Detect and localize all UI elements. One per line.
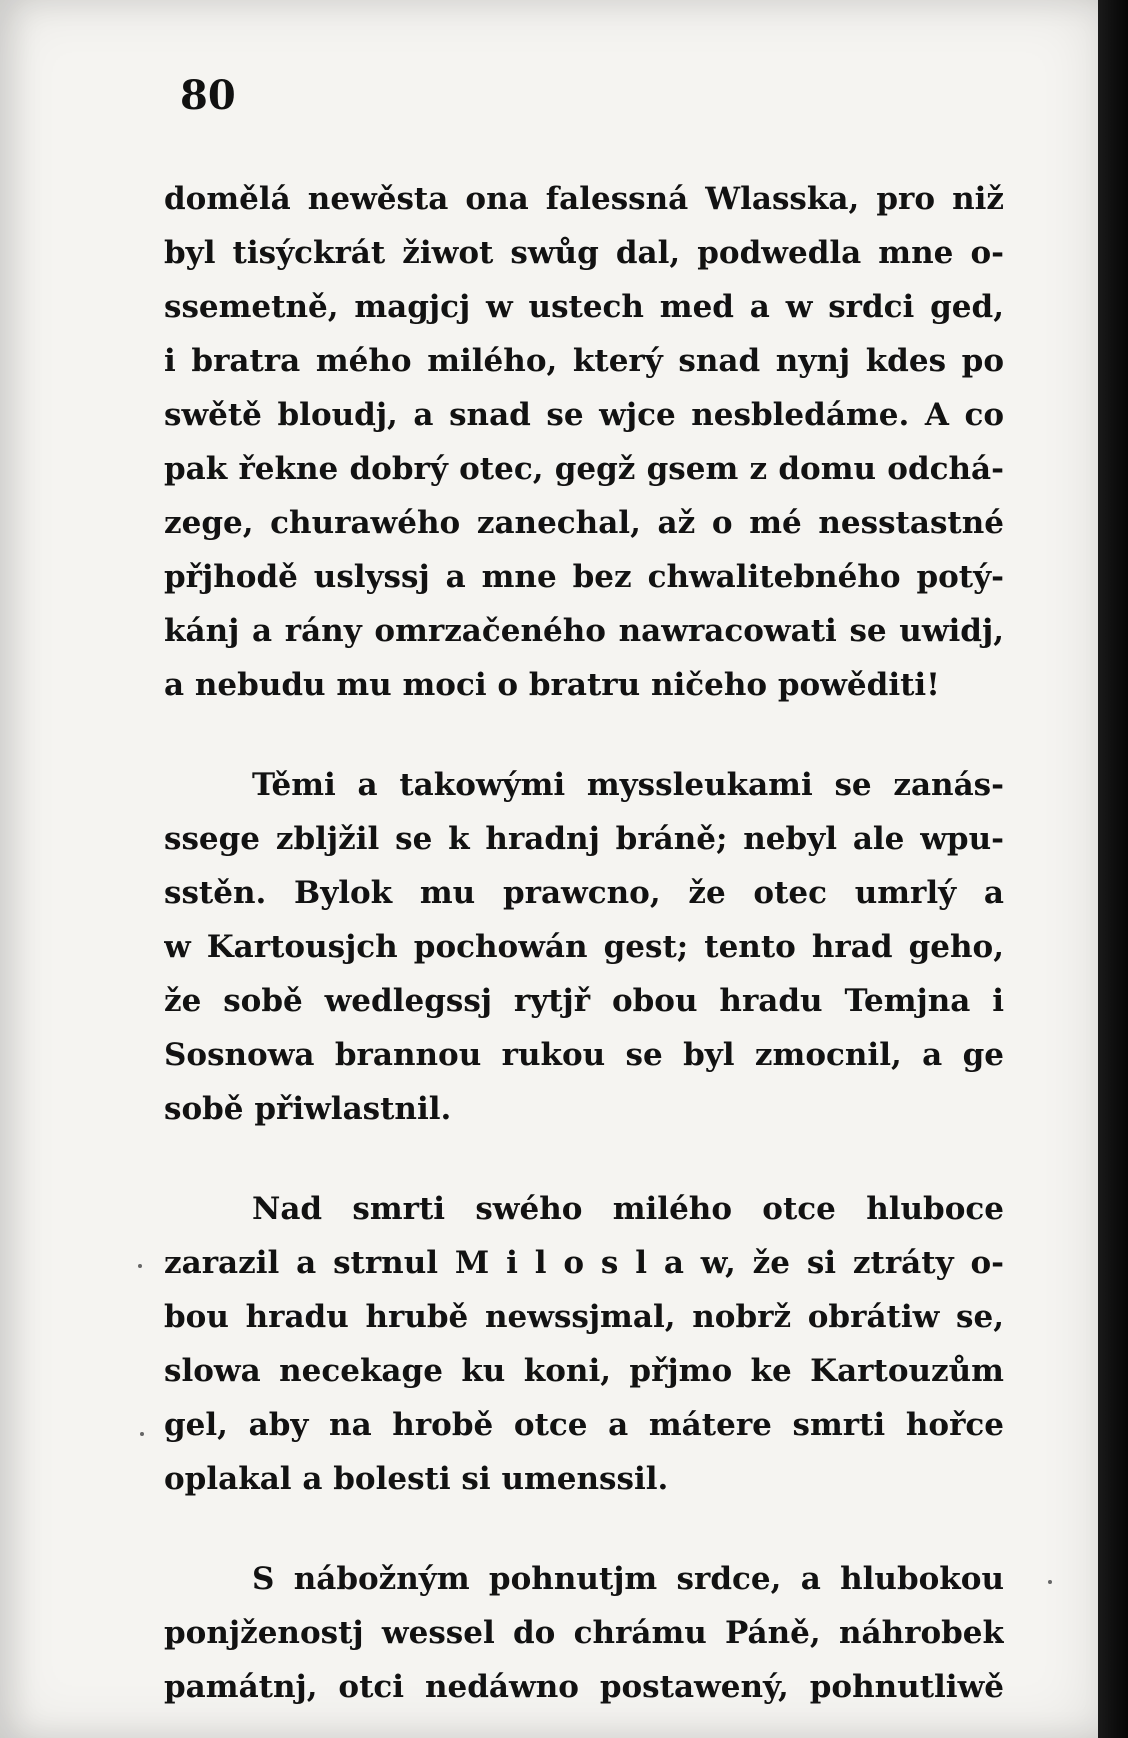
- text-line: přjhodě uslyssj a mne bez chwalitebného potý-: [164, 559, 1004, 595]
- paragraph-2: [164, 758, 1004, 1136]
- text-line: zege, churawého zanechal, až o mé nesstastné: [164, 505, 1004, 541]
- text-line: zarazil a strnul M i l o s l a w, že si ztráty o-: [164, 1245, 1004, 1281]
- text-line: w Kartousjch pochowán gest; tento hrad geho,: [164, 929, 1004, 965]
- text-line: S nábožným pohnutjm srdce, a hlubokou: [252, 1561, 1004, 1597]
- paragraph-4: [164, 1552, 1004, 1714]
- body-text: [164, 172, 1004, 1714]
- text-line: swětě bloudj, a snad se wjce nesbledáme. A co: [164, 397, 1004, 433]
- text-line: Těmi a takowými myssleukami se zanás-: [252, 767, 1004, 803]
- text-line: gel, aby na hrobě otce a mátere smrti hořce: [164, 1407, 1004, 1443]
- text-line: i bratra mého milého, který snad nynj kdes po: [164, 343, 1004, 379]
- text-line: pak řekne dobrý otec, gegž gsem z domu odchá-: [164, 451, 1004, 487]
- scan-speck: [138, 1264, 142, 1268]
- text-line: památnj, otci nedáwno postawený, pohnutliwě: [164, 1669, 1004, 1705]
- text-line: ssemetně, magjcj w ustech med a w srdci ged,: [164, 289, 1004, 325]
- page-number: 80: [180, 72, 236, 119]
- text-line: sstěn. Bylok mu prawcno, že otec umrlý a: [164, 875, 1004, 911]
- text-line: oplakal a bolesti si umenssil.: [164, 1461, 669, 1497]
- text-line: kánj a rány omrzačeného nawracowati se uwidj,: [164, 613, 1004, 649]
- text-line: ssege zbljžil se k hradnj bráně; nebyl ale wpu-: [164, 821, 1004, 857]
- text-line: Sosnowa brannou rukou se byl zmocnil, a ge: [164, 1037, 1004, 1073]
- text-line: byl tisýckrát žiwot swůg dal, podwedla mne o-: [164, 235, 1004, 271]
- text-line: domělá newěsta ona falessná Wlasska, pro niž: [164, 181, 1004, 217]
- paragraph-3: [164, 1182, 1004, 1506]
- scan-speck: [1048, 1580, 1052, 1584]
- text-line: a nebudu mu moci o bratru ničeho powěditi!: [164, 667, 940, 703]
- text-line: sobě přiwlastnil.: [164, 1091, 452, 1127]
- text-line: bou hradu hrubě newssjmal, nobrž obrátiw se,: [164, 1299, 1004, 1335]
- text-line: Nad smrti swého milého otce hluboce: [252, 1191, 1004, 1227]
- paragraph-1: [164, 172, 1004, 712]
- text-line: že sobě wedlegssj rytjř obou hradu Temjna i: [164, 983, 1004, 1019]
- scan-speck: [140, 1432, 144, 1436]
- scan-edge: [1098, 0, 1128, 1738]
- text-line: slowa necekage ku koni, přjmo ke Kartouzům: [164, 1353, 1004, 1389]
- text-line: ponjženostj wessel do chrámu Páně, náhrobek: [164, 1615, 1004, 1651]
